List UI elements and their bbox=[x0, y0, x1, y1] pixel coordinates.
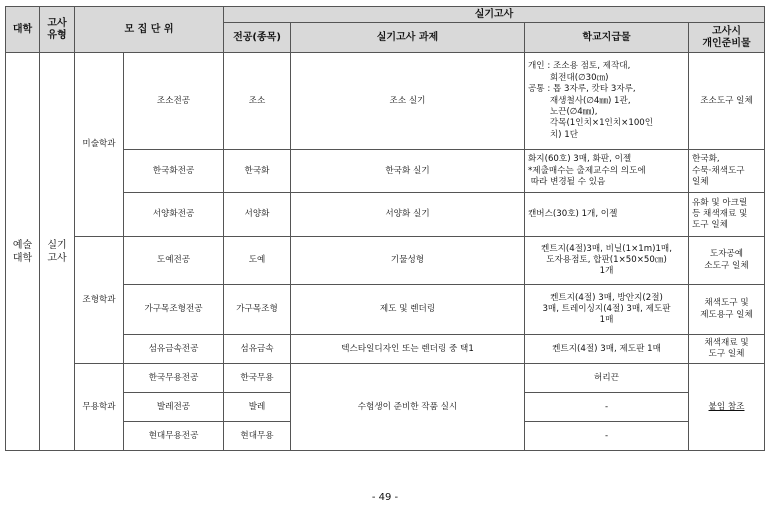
task-cell: 기물성형 bbox=[291, 237, 525, 285]
event-cell: 한국화 bbox=[224, 150, 291, 193]
school-supplies-cell: 허리끈 bbox=[525, 364, 689, 393]
header-college: 대학 bbox=[6, 7, 40, 53]
major-cell: 섬유금속전공 bbox=[124, 335, 224, 364]
header-practical-exam: 실기고사 bbox=[224, 7, 765, 23]
event-cell: 발레 bbox=[224, 393, 291, 422]
school-supplies-cell: - bbox=[525, 393, 689, 422]
personal-supplies-cell: 도자공예 소도구 일체 bbox=[689, 237, 765, 285]
header-exam-type: 고사 유형 bbox=[40, 7, 75, 53]
department-cell: 미술학과 bbox=[75, 53, 124, 237]
department-cell: 조형학과 bbox=[75, 237, 124, 364]
school-supplies-cell: - bbox=[525, 422, 689, 451]
major-cell: 한국무용전공 bbox=[124, 364, 224, 393]
department-cell: 무용학과 bbox=[75, 364, 124, 451]
major-cell: 도예전공 bbox=[124, 237, 224, 285]
header-personal-supplies: 고사시 개인준비물 bbox=[689, 23, 765, 53]
task-cell: 한국화 실기 bbox=[291, 150, 525, 193]
school-supplies-cell: 화지(60호) 3매, 화판, 이젤 *제출매수는 출제교수의 의도에 따라 변경될 수 있음 bbox=[525, 150, 689, 193]
school-supplies-cell: 개인 : 조소용 점토, 제작대, 회전대(∅30㎝) 공통 : 톱 3자루, 캇타 3자루, 재생철사(∅4㎜) 1관, 노끈(∅4㎜), 각목(1인치×1인치×100인 치) 1단 bbox=[525, 53, 689, 150]
personal-supplies-cell: 조소도구 일체 bbox=[689, 53, 765, 150]
personal-supplies-cell: 유화 및 아크릴 등 채색재료 및 도구 일체 bbox=[689, 193, 765, 237]
major-cell: 한국화전공 bbox=[124, 150, 224, 193]
major-cell: 현대무용전공 bbox=[124, 422, 224, 451]
event-cell: 조소 bbox=[224, 53, 291, 150]
task-cell: 수험생이 준비한 작품 실시 bbox=[291, 364, 525, 451]
event-cell: 서양화 bbox=[224, 193, 291, 237]
event-cell: 가구목조형 bbox=[224, 285, 291, 335]
major-cell: 가구목조형전공 bbox=[124, 285, 224, 335]
school-supplies-cell: 켄트지(4절)3매, 비닐(1×1m)1매, 도자용점토, 합판(1×50×50㎝) 1개 bbox=[525, 237, 689, 285]
major-cell: 서양화전공 bbox=[124, 193, 224, 237]
personal-supplies-cell: 채색도구 및 제도용구 일체 bbox=[689, 285, 765, 335]
header-school-supplies: 학교지급물 bbox=[525, 23, 689, 53]
college-cell: 예술 대학 bbox=[6, 53, 40, 451]
school-supplies-cell: 캔버스(30호) 1개, 이젤 bbox=[525, 193, 689, 237]
personal-supplies-link[interactable]: 붙임 참조 bbox=[689, 364, 765, 451]
task-cell: 제도 및 렌더링 bbox=[291, 285, 525, 335]
page-number: - 49 - bbox=[371, 492, 399, 503]
exam-type-cell: 실기 고사 bbox=[40, 53, 75, 451]
event-cell: 도예 bbox=[224, 237, 291, 285]
task-cell: 조소 실기 bbox=[291, 53, 525, 150]
header-exam-task: 실기고사 과제 bbox=[291, 23, 525, 53]
exam-table bbox=[5, 6, 765, 451]
event-cell: 한국무용 bbox=[224, 364, 291, 393]
school-supplies-cell: 켄트지(4절) 3매, 제도판 1매 bbox=[525, 335, 689, 364]
school-supplies-cell: 켄트지(4절) 3매, 방안지(2절) 3매, 트레이싱지(4절) 3매, 제도판 1매 bbox=[525, 285, 689, 335]
major-cell: 발레전공 bbox=[124, 393, 224, 422]
task-cell: 서양화 실기 bbox=[291, 193, 525, 237]
event-cell: 섬유금속 bbox=[224, 335, 291, 364]
event-cell: 현대무용 bbox=[224, 422, 291, 451]
personal-supplies-cell: 한국화, 수묵·채색도구 일체 bbox=[689, 150, 765, 193]
header-recruit-unit: 모 집 단 위 bbox=[75, 7, 224, 53]
header-major-event: 전공(종목) bbox=[224, 23, 291, 53]
task-cell: 텍스타일디자인 또는 렌더링 중 택1 bbox=[291, 335, 525, 364]
major-cell: 조소전공 bbox=[124, 53, 224, 150]
personal-supplies-cell: 채색재료 및 도구 일체 bbox=[689, 335, 765, 364]
